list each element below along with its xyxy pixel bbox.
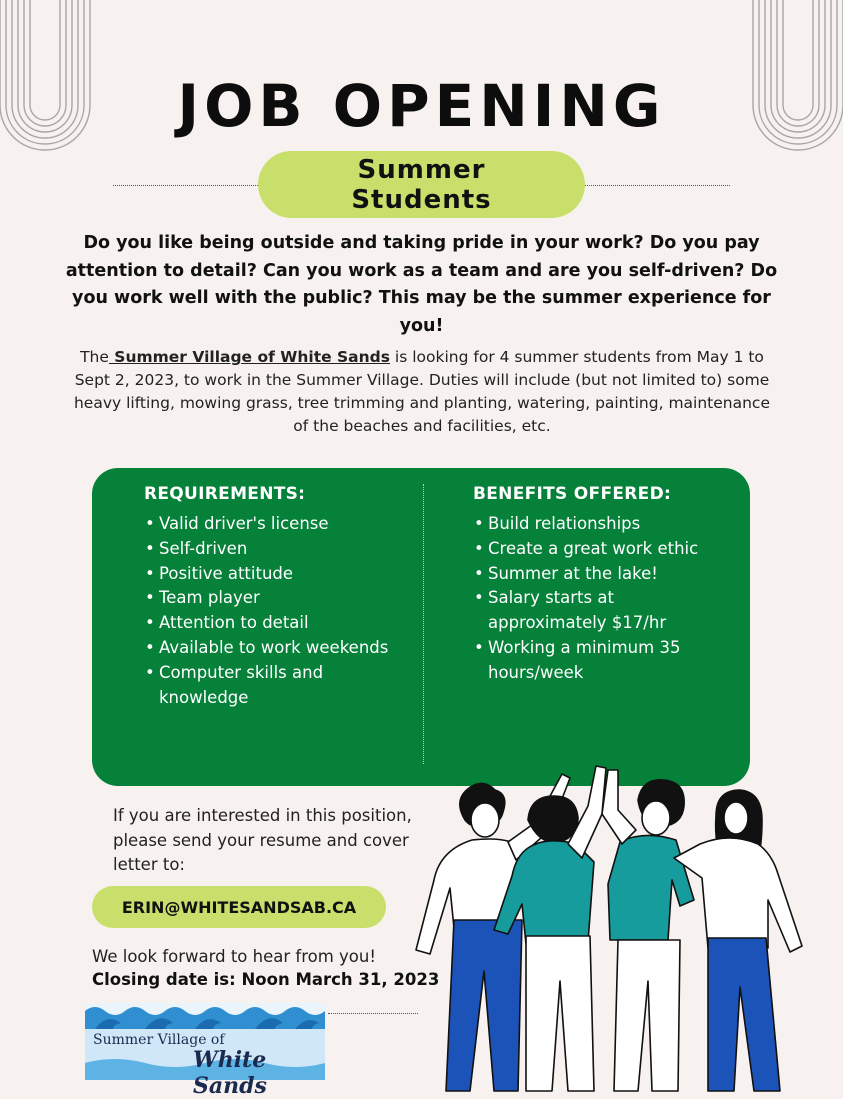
closing-date: Closing date is: Noon March 31, 2023 <box>92 970 440 989</box>
page-title: JOB OPENING <box>177 72 666 140</box>
description-prefix: The <box>80 348 109 366</box>
logo-text-line2: White Sands <box>193 1047 267 1099</box>
requirements-heading: REQUIREMENTS: <box>144 484 306 504</box>
requirements-column <box>144 484 414 710</box>
description-body: is looking for 4 summer students from May 1 to Sept 2, 2023, to work in the Summer Village. Duties will include (but not limited to) some heavy lifting, mowing grass, tree trimming and planting, watering, painting, maintenance of the beaches and facilities, etc. <box>73 348 770 435</box>
title-divider-right <box>585 185 730 186</box>
list-item: • Self-driven <box>144 537 414 562</box>
benefits-column <box>473 484 723 686</box>
benefits-list <box>473 512 723 686</box>
subtitle-line1: Summer <box>357 154 486 185</box>
email-link[interactable]: ERIN@WHITESANDSAB.CA <box>92 886 386 928</box>
list-item: • Build relationships <box>473 512 723 537</box>
team-high-five-illustration <box>410 760 820 1091</box>
subtitle-pill <box>258 151 585 218</box>
list-item: • Available to work weekends <box>144 636 414 661</box>
logo-text-line1: Summer Village of <box>93 1032 225 1048</box>
list-item: • Computer skills and knowledge <box>144 661 414 711</box>
details-panel <box>92 468 750 786</box>
list-item: • Team player <box>144 586 414 611</box>
job-description <box>72 346 772 438</box>
column-divider <box>423 484 424 764</box>
intro-questions: Do you like being outside and taking pride in your work? Do you pay attention to detail? Can you work as a team and are you self-driven? Do you work well with the public? This may be the summer experience for you! <box>65 233 778 336</box>
organization-link[interactable]: Summer Village of White Sands <box>108 348 390 366</box>
bottom-divider <box>328 1013 418 1014</box>
list-item: • Valid driver's license <box>144 512 414 537</box>
interest-text: If you are interested in this position, please send your resume and cover letter to: <box>113 806 412 874</box>
look-forward-text: We look forward to hear from you! <box>92 947 376 966</box>
subtitle-line2: Students <box>351 184 492 215</box>
list-item: • Create a great work ethic <box>473 537 723 562</box>
list-item: • Summer at the lake! <box>473 562 723 587</box>
list-item: • Positive attitude <box>144 562 414 587</box>
list-item: • Working a minimum 35 hours/week <box>473 636 723 686</box>
title-divider-left <box>113 185 258 186</box>
list-item: • Attention to detail <box>144 611 414 636</box>
benefits-heading: BENEFITS OFFERED: <box>473 484 672 504</box>
requirements-list <box>144 512 414 710</box>
list-item: • Salary starts at approximately $17/hr <box>473 586 723 636</box>
summer-village-logo <box>85 1003 325 1099</box>
